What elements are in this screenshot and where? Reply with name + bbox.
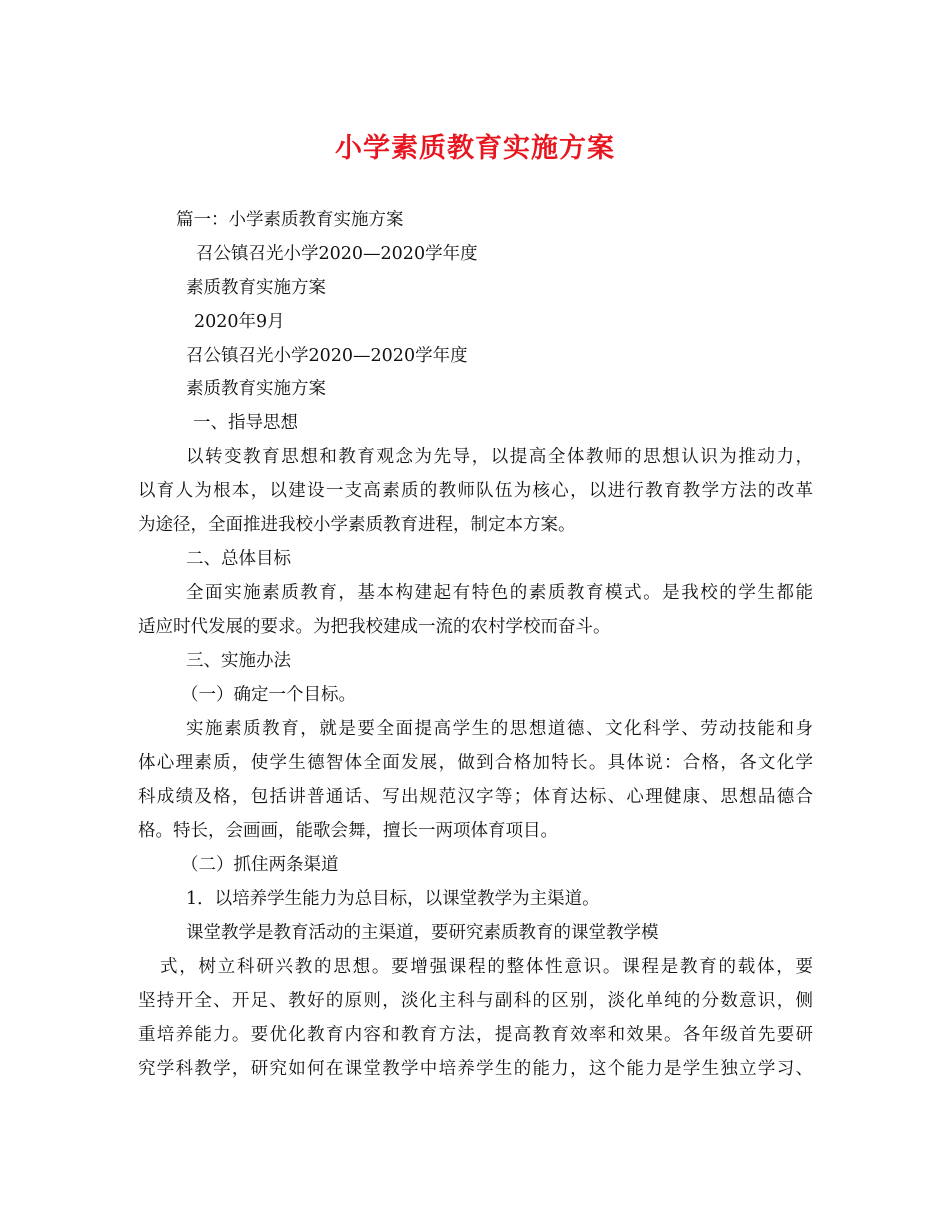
text-line: 召公镇召光小学2020—2020学年度 — [196, 244, 478, 264]
paragraph-line: 坚持开全、开足、教好的原则，淡化主科与副科的区别，淡化单纯的分数意识，侧 — [138, 991, 813, 1011]
paragraph-line: 重培养能力。要优化教育内容和教育方法，提高教育效率和效果。各年级首先要研 — [138, 1025, 813, 1045]
text-line: 素质教育实施方案 — [186, 278, 326, 298]
paragraph-line: 实施素质教育，就是要全面提高学生的思想道德、文化科学、劳动技能和身 — [186, 719, 813, 739]
text-line: 召公镇召光小学2020—2020学年度 — [186, 346, 468, 366]
section-heading: 二、总体目标 — [186, 549, 291, 569]
paragraph-line: 究学科教学，研究如何在课堂教学中培养学生的能力，这个能力是学生独立学习、 — [138, 1059, 813, 1079]
paragraph-line: 为途径，全面推进我校小学素质教育进程，制定本方案。 — [138, 515, 576, 535]
section-heading: 一、指导思想 — [193, 413, 298, 433]
paragraph-line: 以育人为根本，以建设一支高素质的教师队伍为核心，以进行教育教学方法的改革 — [138, 481, 813, 501]
numbered-item: 1．以培养学生能力为总目标，以课堂教学为主渠道。 — [186, 889, 600, 909]
paragraph-line: 体心理素质，使学生德智体全面发展，做到合格加特长。具体说：合格，各文化学 — [138, 753, 813, 773]
paragraph-line: 科成绩及格，包括讲普通话、写出规范汉字等；体育达标、心理健康、思想品德合 — [138, 787, 813, 807]
document-title: 小学素质教育实施方案 — [335, 133, 615, 164]
paragraph-line: 格。特长，会画画，能歌会舞，擅长一两项体育项目。 — [138, 821, 558, 841]
paragraph-line: 全面实施素质教育，基本构建起有特色的素质教育模式。是我校的学生都能 — [186, 583, 813, 603]
subsection-heading: （一）确定一个目标。 — [181, 685, 356, 705]
subsection-heading: （二）抓住两条渠道 — [181, 855, 339, 875]
text-line: 2020年9月 — [194, 312, 285, 332]
section-heading: 三、实施办法 — [186, 651, 291, 671]
paragraph-line: 课堂教学是教育活动的主渠道，要研究素质教育的课堂教学模 — [186, 923, 659, 943]
paragraph-line: 以转变教育思想和教育观念为先导，以提高全体教师的思想认识为推动力， — [186, 447, 813, 467]
text-line: 素质教育实施方案 — [186, 379, 326, 399]
paragraph-line: 适应时代发展的要求。为把我校建成一流的农村学校而奋斗。 — [138, 617, 611, 637]
text-line: 篇一：小学素质教育实施方案 — [176, 210, 404, 230]
paragraph-line: 式，树立科研兴教的思想。要增强课程的整体性意识。课程是教育的载体，要 — [160, 957, 813, 977]
